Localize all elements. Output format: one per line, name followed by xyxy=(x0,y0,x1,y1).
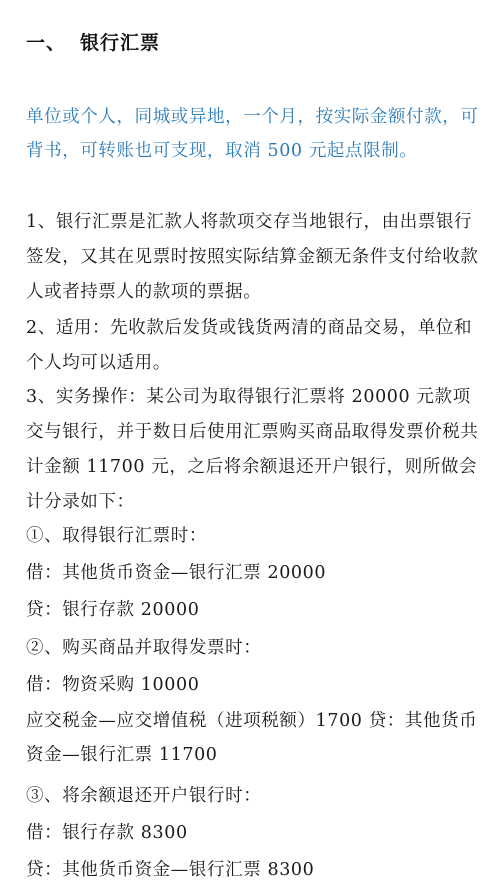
entry-step-2-debit: 借：物资采购 10000 xyxy=(26,675,200,695)
paragraph-definition: 1、银行汇票是汇款人将款项交存当地银行，由出票银行签发，又其在见票时按照实际结算金额无条件支付给收款人或者持票人的款项的票据。 xyxy=(26,212,479,302)
entry-step-1-credit: 贷：银行存款 20000 xyxy=(26,600,200,620)
entry-step-3: ③、将余额退还开户银行时： xyxy=(26,786,262,806)
entry-step-2-tax-credit: 应交税金—应交增值税（进项税额）1700 贷：其他货币资金—银行汇票 11700 xyxy=(26,711,478,765)
section-heading xyxy=(26,28,160,55)
section-title: 银行汇票 xyxy=(80,32,161,54)
paragraph-practice: 3、实务操作：某公司为取得银行汇票将 20000 元款项交与银行，并于数日后使用汇票购买商品取得发票价税共计金额 11700 元，之后将余额退还开户银行，则所做会计分录如下： xyxy=(26,387,479,512)
entry-step-1: ①、取得银行汇票时： xyxy=(26,526,207,546)
entry-step-3-credit: 贷：其他货币资金—银行汇票 8300 xyxy=(26,860,315,880)
entry-step-1-debit: 借：其他货币资金—银行汇票 20000 xyxy=(26,563,327,583)
paragraph-applicability: 2、适用：先收款后发货或钱货两清的商品交易，单位和个人均可以适用。 xyxy=(26,318,473,373)
section-number: 一、 xyxy=(26,32,67,54)
summary-highlight: 单位或个人，同城或异地，一个月，按实际金额付款，可背书，可转账也可支现，取消 500 元起点限制。 xyxy=(26,107,479,161)
entry-step-3-debit: 借：银行存款 8300 xyxy=(26,823,188,843)
entry-step-2: ②、购买商品并取得发票时： xyxy=(26,638,262,658)
